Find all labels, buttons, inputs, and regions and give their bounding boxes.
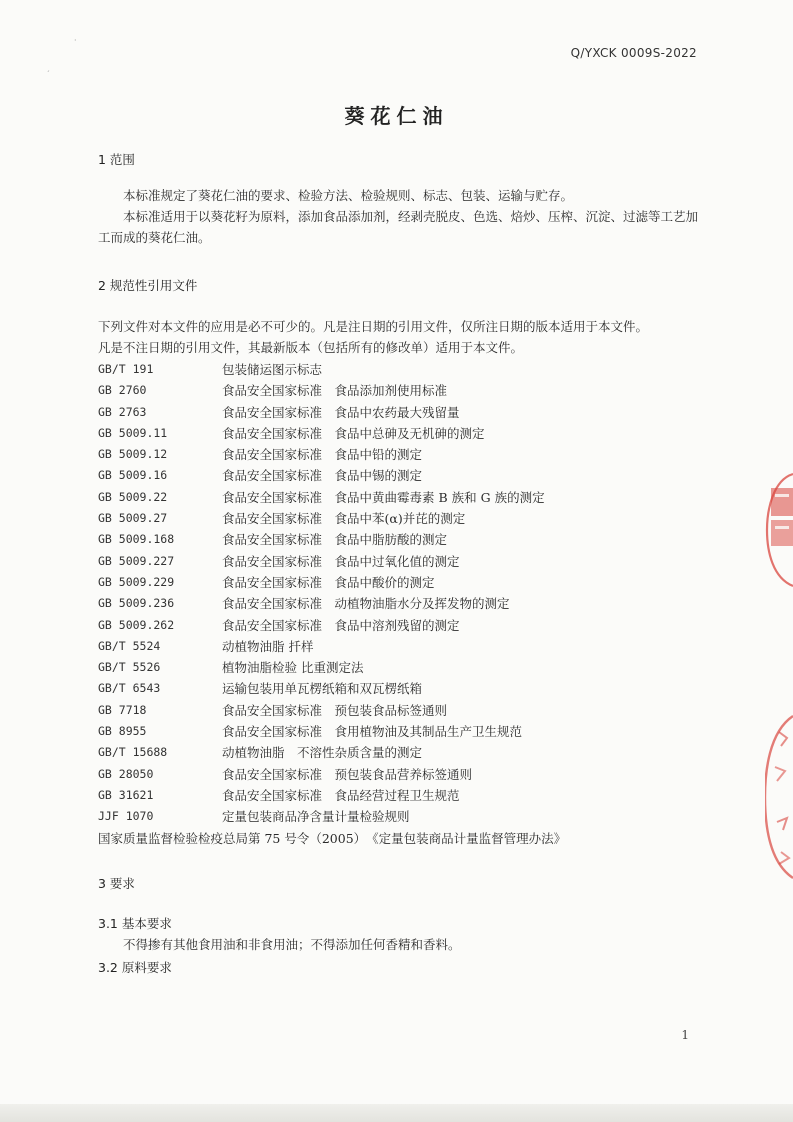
reference-title: 食品安全国家标准 食品经营过程卫生规范 bbox=[222, 787, 460, 803]
reference-row bbox=[98, 721, 698, 742]
scan-speck: ˊ bbox=[46, 70, 50, 79]
section-2-heading: 2 规范性引用文件 bbox=[98, 278, 198, 293]
reference-row bbox=[98, 551, 698, 572]
document-title: 葵花仁油 bbox=[344, 104, 449, 128]
reference-title: 定量包装商品净含量计量检验规则 bbox=[222, 809, 410, 825]
reference-title: 包装储运图示标志 bbox=[222, 362, 323, 377]
reference-code: GB 5009.12 bbox=[98, 447, 168, 462]
reference-code: GB 28050 bbox=[98, 766, 154, 781]
reference-code: GB 5009.229 bbox=[98, 574, 175, 589]
reference-row bbox=[98, 678, 698, 699]
reference-row bbox=[98, 444, 698, 465]
section-3-heading: 3 要求 bbox=[98, 876, 135, 891]
document-code: Q/YXCK 0009S-2022 bbox=[570, 46, 697, 60]
reference-row bbox=[98, 615, 698, 636]
reference-code: GB 5009.16 bbox=[98, 468, 168, 483]
reference-title: 动植物油脂 不溶性杂质含量的测定 bbox=[222, 745, 423, 761]
reference-row bbox=[98, 423, 698, 444]
reference-row bbox=[98, 742, 698, 763]
reference-title: 食品安全国家标准 食品中总砷及无机砷的测定 bbox=[222, 425, 485, 441]
reference-row bbox=[98, 380, 698, 401]
section-3-1-text: 不得掺有其他食用油和非食用油；不得添加任何香精和香料。 bbox=[123, 937, 461, 952]
intro-line-2: 凡是不注日期的引用文件，其最新版本（包括所有的修改单）适用于本文件。 bbox=[98, 340, 524, 355]
reference-row bbox=[98, 402, 698, 423]
red-seal-stamp-bottom bbox=[765, 712, 793, 882]
reference-title: 食品安全国家标准 食品中锡的测定 bbox=[222, 468, 423, 484]
reference-row bbox=[98, 359, 698, 380]
page-number: 1 bbox=[681, 1028, 689, 1042]
reference-row bbox=[98, 764, 698, 785]
reference-code: GB/T 191 bbox=[98, 362, 154, 376]
section-3-1-heading: 3.1 基本要求 bbox=[98, 916, 172, 931]
applicability-paragraph: 本标准适用于以葵花籽为原料，添加食品添加剂，经剥壳脱皮、色选、焙炒、压榨、沉淀、过滤等工艺加工而成的葵花仁油。 bbox=[98, 209, 699, 245]
reference-title: 食品安全国家标准 食品中酸价的测定 bbox=[222, 574, 435, 590]
reference-title: 食品安全国家标准 食品中农药最大残留量 bbox=[222, 404, 460, 420]
reference-row bbox=[98, 508, 698, 529]
red-seal-stamp-top bbox=[765, 470, 793, 590]
reference-code: GB 5009.236 bbox=[98, 596, 175, 611]
reference-title: 动植物油脂 扦样 bbox=[222, 638, 314, 654]
reference-code: GB 5009.227 bbox=[98, 553, 175, 568]
reference-code: JJF 1070 bbox=[98, 809, 154, 824]
reference-code: GB 8955 bbox=[98, 724, 147, 739]
reference-row bbox=[98, 700, 698, 721]
reference-row bbox=[98, 572, 698, 593]
reference-title: 食品安全国家标准 食品中黄曲霉毒素 B 族和 G 族的测定 bbox=[222, 489, 545, 505]
reference-code: GB 31621 bbox=[98, 787, 154, 802]
reference-code: GB 7718 bbox=[98, 702, 147, 717]
reference-title: 运输包装用单瓦楞纸箱和双瓦楞纸箱 bbox=[222, 681, 423, 697]
reference-code: GB 5009.22 bbox=[98, 489, 168, 504]
reference-title: 食品安全国家标准 食用植物油及其制品生产卫生规范 bbox=[222, 724, 523, 740]
reference-title: 食品安全国家标准 食品中脂肪酸的测定 bbox=[222, 532, 448, 548]
scan-speck: · bbox=[74, 36, 77, 45]
scan-bottom-edge bbox=[0, 1104, 793, 1122]
section-1-heading: 1 范围 bbox=[98, 152, 135, 167]
reference-title: 食品安全国家标准 食品中铅的测定 bbox=[222, 447, 423, 463]
reference-code: GB/T 5526 bbox=[98, 660, 161, 675]
reference-code: GB/T 15688 bbox=[98, 745, 168, 760]
section-3-2-heading: 3.2 原料要求 bbox=[98, 960, 172, 975]
reference-code: GB 2763 bbox=[98, 404, 147, 419]
reference-code: GB 5009.168 bbox=[98, 532, 175, 547]
reference-title: 食品安全国家标准 食品中溶剂残留的测定 bbox=[222, 617, 460, 633]
reference-list bbox=[98, 359, 698, 828]
reference-row bbox=[98, 636, 698, 657]
section-1-body bbox=[98, 185, 698, 248]
section-2-intro bbox=[98, 316, 718, 358]
reference-code: GB 5009.11 bbox=[98, 425, 168, 440]
reference-code: GB/T 5524 bbox=[98, 638, 161, 653]
decree-reference: 国家质量监督检验检疫总局第 75 号令（2005） 《定量包装商品计量监督管理办法》 bbox=[98, 831, 567, 846]
reference-title: 食品安全国家标准 动植物油脂水分及挥发物的测定 bbox=[222, 596, 510, 612]
scope-paragraph: 本标准规定了葵花仁油的要求、检验方法、检验规则、标志、包装、运输与贮存。 bbox=[123, 188, 574, 203]
reference-row bbox=[98, 593, 698, 614]
reference-title: 食品安全国家标准 食品添加剂使用标准 bbox=[222, 383, 448, 399]
reference-row bbox=[98, 806, 698, 827]
reference-row bbox=[98, 465, 698, 486]
reference-row bbox=[98, 529, 698, 550]
reference-title: 食品安全国家标准 食品中苯(α)并芘的测定 bbox=[222, 511, 466, 527]
reference-title: 食品安全国家标准 食品中过氧化值的测定 bbox=[222, 553, 460, 569]
reference-row bbox=[98, 657, 698, 678]
reference-title: 植物油脂检验 比重测定法 bbox=[222, 660, 364, 676]
reference-code: GB 5009.27 bbox=[98, 511, 168, 526]
reference-code: GB 2760 bbox=[98, 383, 147, 398]
reference-code: GB 5009.262 bbox=[98, 617, 175, 632]
reference-row bbox=[98, 487, 698, 508]
reference-row bbox=[98, 785, 698, 806]
reference-code: GB/T 6543 bbox=[98, 681, 161, 696]
reference-title: 食品安全国家标准 预包装食品营养标签通则 bbox=[222, 766, 473, 782]
reference-title: 食品安全国家标准 预包装食品标签通则 bbox=[222, 702, 448, 718]
intro-line-1: 下列文件对本文件的应用是必不可少的。凡是注日期的引用文件，仅所注日期的版本适用于本文件。 bbox=[98, 319, 649, 334]
